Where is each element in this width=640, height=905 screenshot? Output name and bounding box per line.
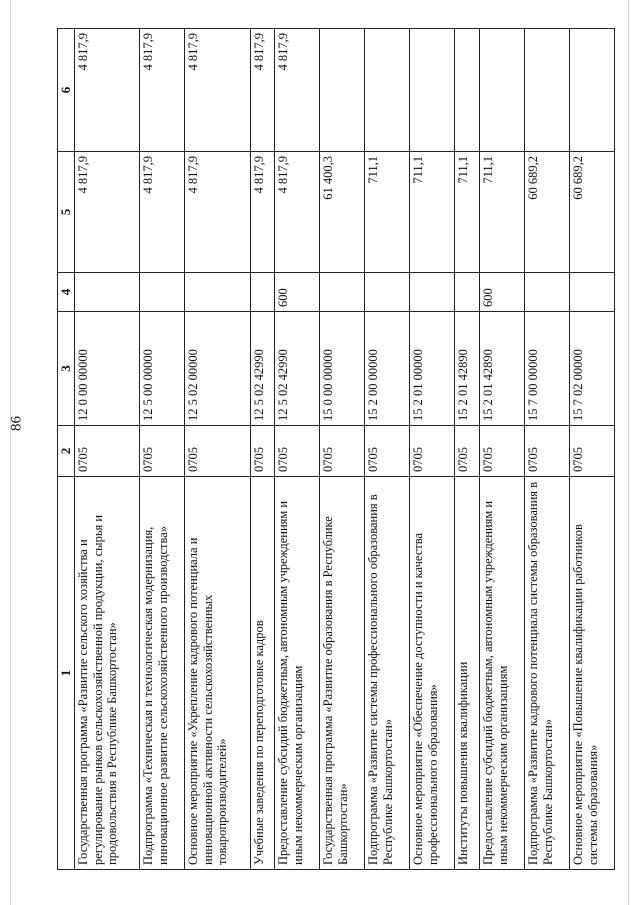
- row-amount-col5: 4 817,9: [140, 152, 185, 273]
- row-section-code: 0705: [140, 426, 185, 477]
- row-name: Подпрограмма «Техническая и технологическая модернизация, инновационное развитие сельскохозяйственного производства»: [140, 477, 185, 870]
- row-section-code: 0705: [570, 426, 615, 477]
- budget-table: [57, 28, 615, 870]
- table-row: [185, 29, 250, 870]
- row-name: Основное мероприятие «Обеспечение доступности и качества профессионального образования»: [410, 477, 455, 870]
- row-name: Подпрограмма «Развитие системы профессионального образования в Республике Башкортостан»: [365, 477, 410, 870]
- header-col-6: 6: [58, 29, 75, 152]
- row-amount-col5: 711,1: [410, 152, 455, 273]
- row-amount-col5: 4 817,9: [185, 152, 250, 273]
- page-number: 86: [8, 416, 25, 431]
- row-expense-type: [250, 273, 275, 312]
- row-amount-col6: [570, 29, 615, 152]
- row-amount-col6: [455, 29, 480, 152]
- row-name: Основное мероприятие «Повышение квалификации работников системы образования»: [570, 477, 615, 870]
- row-amount-col6: [320, 29, 365, 152]
- row-target-article: 12 5 02 42990: [275, 312, 320, 426]
- row-target-article: 15 2 00 00000: [365, 312, 410, 426]
- row-amount-col5: 4 817,9: [75, 152, 140, 273]
- row-section-code: 0705: [480, 426, 525, 477]
- row-section-code: 0705: [320, 426, 365, 477]
- header-col-5: 5: [58, 152, 75, 273]
- row-target-article: 15 2 01 42890: [480, 312, 525, 426]
- row-amount-col5: 711,1: [455, 152, 480, 273]
- row-amount-col5: 60 689,2: [570, 152, 615, 273]
- row-target-article: 12 5 02 42990: [250, 312, 275, 426]
- scan-edge-left: [10, 0, 11, 905]
- row-name: Учебные заведения по переподготовке кадров: [250, 477, 275, 870]
- header-col-1: 1: [58, 477, 75, 870]
- row-section-code: 0705: [365, 426, 410, 477]
- row-section-code: 0705: [75, 426, 140, 477]
- row-amount-col5: 60 689,2: [525, 152, 570, 273]
- row-name: Основное мероприятие «Укрепление кадрового потенциала и инновационной активности сельскохозяйственных товаропроизводителей»: [185, 477, 250, 870]
- table-row: [320, 29, 365, 870]
- header-col-2: 2: [58, 426, 75, 477]
- row-expense-type: [320, 273, 365, 312]
- table-row: [570, 29, 615, 870]
- row-amount-col6: 4 817,9: [140, 29, 185, 152]
- row-target-article: 15 2 01 42890: [455, 312, 480, 426]
- row-amount-col5: 4 817,9: [250, 152, 275, 273]
- row-target-article: 15 7 02 00000: [570, 312, 615, 426]
- header-col-3: 3: [58, 312, 75, 426]
- row-name: Государственная программа «Развитие образования в Республике Башкортостан»: [320, 477, 365, 870]
- row-expense-type: [570, 273, 615, 312]
- row-name: Государственная программа «Развитие сельского хозяйства и регулирование рынков сельскохозяйственной продукции, сырья и продовольствия в Республике Башкортостан»: [75, 477, 140, 870]
- row-section-code: 0705: [250, 426, 275, 477]
- table-row: [365, 29, 410, 870]
- row-expense-type: [455, 273, 480, 312]
- header-col-4: 4: [58, 273, 75, 312]
- row-expense-type: [365, 273, 410, 312]
- row-amount-col6: [525, 29, 570, 152]
- table-row: [275, 29, 320, 870]
- row-expense-type: [185, 273, 250, 312]
- row-target-article: 12 0 00 00000: [75, 312, 140, 426]
- row-target-article: 15 0 00 00000: [320, 312, 365, 426]
- scan-edge-right: [628, 0, 629, 905]
- header-row: [58, 29, 75, 870]
- table-row: [75, 29, 140, 870]
- row-amount-col5: 4 817,9: [275, 152, 320, 273]
- row-amount-col6: 4 817,9: [75, 29, 140, 152]
- row-amount-col6: 4 817,9: [250, 29, 275, 152]
- table-row: [525, 29, 570, 870]
- table-body: [75, 29, 615, 870]
- table-row: [480, 29, 525, 870]
- row-target-article: 12 5 00 00000: [140, 312, 185, 426]
- table-row: [250, 29, 275, 870]
- row-section-code: 0705: [455, 426, 480, 477]
- row-expense-type: [75, 273, 140, 312]
- row-amount-col6: [365, 29, 410, 152]
- table-row: [455, 29, 480, 870]
- row-amount-col5: 61 400,3: [320, 152, 365, 273]
- row-amount-col6: [410, 29, 455, 152]
- row-target-article: 15 7 00 00000: [525, 312, 570, 426]
- rotated-table-wrapper: [57, 29, 615, 870]
- row-expense-type: 600: [275, 273, 320, 312]
- row-name: Подпрограмма «Развитие кадрового потенциала системы образования в Республике Башкортостан»: [525, 477, 570, 870]
- row-amount-col6: 4 817,9: [275, 29, 320, 152]
- row-expense-type: 600: [480, 273, 525, 312]
- row-section-code: 0705: [185, 426, 250, 477]
- row-name: Предоставление субсидий бюджетным, автономным учреждениям и иным некоммерческим организациям: [480, 477, 525, 870]
- row-section-code: 0705: [275, 426, 320, 477]
- row-amount-col5: 711,1: [365, 152, 410, 273]
- row-expense-type: [140, 273, 185, 312]
- row-name: Институты повышения квалификации: [455, 477, 480, 870]
- row-amount-col6: [480, 29, 525, 152]
- row-amount-col6: 4 817,9: [185, 29, 250, 152]
- row-amount-col5: 711,1: [480, 152, 525, 273]
- row-section-code: 0705: [525, 426, 570, 477]
- row-expense-type: [410, 273, 455, 312]
- table-row: [410, 29, 455, 870]
- row-expense-type: [525, 273, 570, 312]
- row-name: Предоставление субсидий бюджетным, автономным учреждениям и иным некоммерческим организациям: [275, 477, 320, 870]
- row-section-code: 0705: [410, 426, 455, 477]
- row-target-article: 15 2 01 00000: [410, 312, 455, 426]
- row-target-article: 12 5 02 00000: [185, 312, 250, 426]
- table-row: [140, 29, 185, 870]
